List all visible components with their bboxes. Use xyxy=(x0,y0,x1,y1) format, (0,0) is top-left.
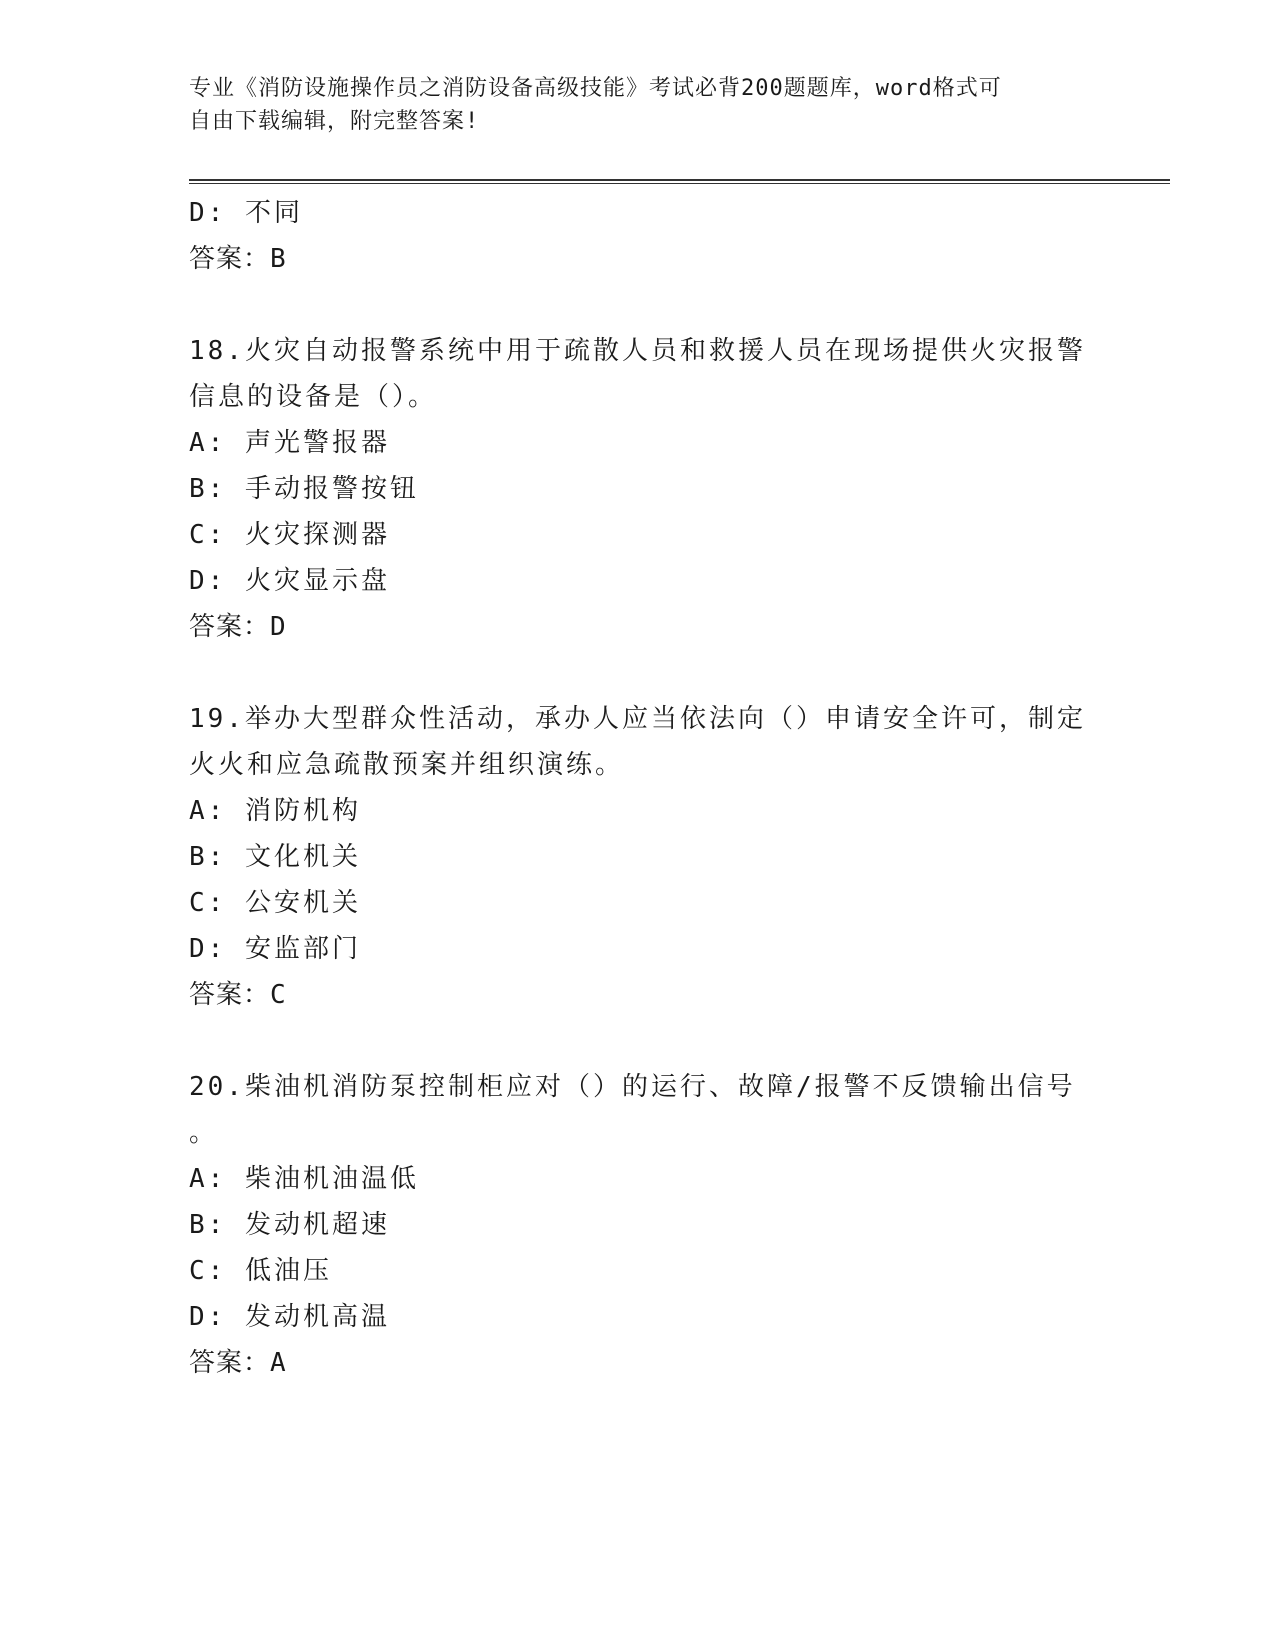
header-divider-thin xyxy=(189,183,1170,184)
option-b: B: 文化机关 xyxy=(189,842,361,872)
question-18 xyxy=(189,328,1089,650)
answer-value: A xyxy=(270,1348,289,1378)
answer-label: 答案： xyxy=(189,612,271,642)
header-line-1: 专业《消防设施操作员之消防设备高级技能》考试必背200题题库，word格式可 xyxy=(189,76,1002,101)
question-19 xyxy=(189,696,1089,1018)
answer-label: 答案： xyxy=(189,244,271,274)
option-b: B: 手动报警按钮 xyxy=(189,474,419,504)
option-d: D: 发动机高温 xyxy=(189,1302,390,1332)
question-stem-line: 20.柴油机消防泵控制柜应对（）的运行、故障/报警不反馈输出信号 xyxy=(189,1072,1076,1102)
question-stem-line: 信息的设备是（）。 xyxy=(189,382,438,412)
answer-value: C xyxy=(270,980,289,1010)
option-a: A: 柴油机油温低 xyxy=(189,1164,419,1194)
option-c: C: 火灾探测器 xyxy=(189,520,390,550)
question-answer xyxy=(189,1340,1089,1386)
question-content xyxy=(189,190,1089,1386)
option-c: C: 公安机关 xyxy=(189,888,361,918)
document-header xyxy=(189,72,1089,138)
option-b: B: 发动机超速 xyxy=(189,1210,390,1240)
question-answer xyxy=(189,972,1089,1018)
carryover-option-d: D: 不同 xyxy=(189,198,303,228)
answer-label: 答案： xyxy=(189,980,271,1010)
option-c: C: 低油压 xyxy=(189,1256,332,1286)
question-stem-line: 19.举办大型群众性活动，承办人应当依法向（）申请安全许可，制定 xyxy=(189,704,1086,734)
option-d: D: 安监部门 xyxy=(189,934,361,964)
answer-value: B xyxy=(270,244,289,274)
header-line-2: 自由下载编辑，附完整答案! xyxy=(189,109,480,134)
question-stem-line: 火火和应急疏散预案并组织演练。 xyxy=(189,750,625,780)
question-stem-line: 18.火灾自动报警系统中用于疏散人员和救援人员在现场提供火灾报警 xyxy=(189,336,1086,366)
option-d: D: 火灾显示盘 xyxy=(189,566,390,596)
answer-label: 答案： xyxy=(189,1348,271,1378)
header-divider-thick xyxy=(189,179,1170,181)
option-a: A: 声光警报器 xyxy=(189,428,390,458)
option-a: A: 消防机构 xyxy=(189,796,361,826)
question-answer xyxy=(189,604,1089,650)
answer-value: D xyxy=(270,612,289,642)
question-stem-line: 。 xyxy=(189,1118,219,1148)
carryover-answer xyxy=(189,236,1089,282)
question-20 xyxy=(189,1064,1089,1386)
